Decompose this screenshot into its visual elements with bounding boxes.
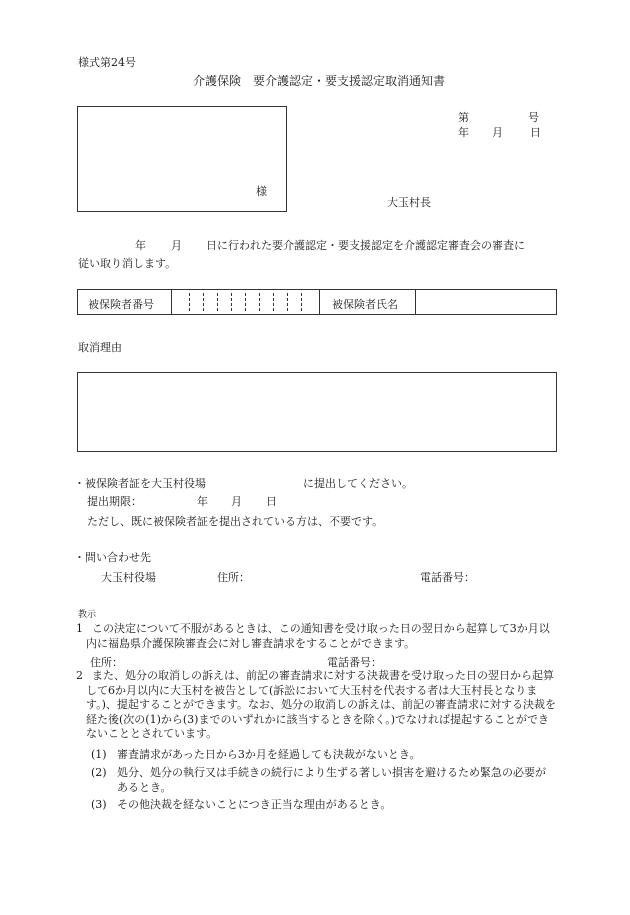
deadline-year-label: 年	[197, 495, 208, 508]
digit-divider	[203, 293, 204, 311]
contact-office: 大玉村役場	[101, 571, 156, 584]
submit-instruction-suffix: に提出してください。	[303, 477, 413, 490]
instruction-2-number: 2	[76, 669, 83, 682]
doc-number-suffix: 号	[528, 111, 539, 124]
table-divider	[415, 290, 416, 314]
sub-item-2-text: 処分、処分の執行又は手続きの続行により生ずる著しい損害を避けるため緊急の必要があるとき。	[117, 766, 546, 794]
digit-divider	[287, 293, 288, 311]
instruction-1-text: この決定について不服があるときは、この通知書を受け取った日の翌日から起算して3か月以内に福島県介護保険審査会に対し審査請求をすることができます。	[86, 622, 550, 650]
sub-item-2-number: (2)	[91, 766, 107, 779]
instruction-2-text: また、処分の取消しの訴えは、前記の審査請求に対する決裁書を受け取った日の翌日から起算して6か月以内に大玉村を被告として(訴訟において大玉村を代表する者は大玉村長となります。)、提起することができます。なお、処分の取消しの訴えは、前記の審査請求に対する決裁を経た後(次の(1)から(3)までのいずれかに該当するときを除く。)でなければ提起することができないこととされています。	[86, 669, 557, 740]
insured-number-label: 被保険者番号	[88, 298, 154, 311]
instructions-heading: 教示	[78, 610, 97, 620]
date-year-label: 年	[458, 126, 469, 139]
contact-phone-label: 電話番号：	[420, 571, 475, 584]
date-day-label: 日	[530, 126, 541, 139]
sub-item-3-text: その他決裁を経ないことにつき正当な理由があるとき。	[117, 798, 392, 811]
digit-divider	[301, 293, 302, 311]
instruction-1-phone-label: 電話番号：	[327, 656, 382, 669]
digit-divider	[245, 293, 246, 311]
instruction-1-number: 1	[76, 622, 83, 635]
contact-heading: ・問い合わせ先	[74, 551, 151, 564]
deadline-day-label: 日	[266, 495, 277, 508]
insured-name-label: 被保険者氏名	[332, 298, 398, 311]
insured-table	[77, 289, 557, 315]
form-number: 様式第24号	[78, 56, 136, 69]
sub-item-1-text: 審査請求があった日から3か月を経過しても決裁がないとき。	[117, 748, 421, 761]
digit-divider	[259, 293, 260, 311]
doc-number-label: 第	[458, 111, 469, 124]
intro-text-line2: 従い取り消します。	[78, 257, 177, 270]
issuer-name: 大玉村長	[387, 196, 431, 209]
digit-divider	[231, 293, 232, 311]
sub-item-1-number: (1)	[91, 748, 107, 761]
date-month-label: 月	[492, 126, 503, 139]
intro-text-line1: 日に行われた要介護認定・要支援認定を介護認定審査会の審査に	[206, 239, 525, 252]
digit-divider	[217, 293, 218, 311]
table-divider	[171, 290, 172, 314]
reason-label: 取消理由	[78, 341, 122, 354]
document-title: 介護保険 要介護認定・要支援認定取消通知書	[193, 74, 446, 88]
addressee-honorific: 様	[256, 185, 267, 198]
instruction-1-address-label: 住所：	[90, 656, 123, 669]
digit-divider	[273, 293, 274, 311]
table-divider	[319, 290, 320, 314]
submit-note: ただし、既に被保険者証を提出されている方は、不要です。	[87, 515, 384, 528]
submit-instruction-prefix: ・被保険者証を大玉村役場	[74, 477, 206, 490]
reason-box	[77, 372, 557, 452]
intro-month-label: 月	[171, 239, 182, 252]
contact-address-label: 住所：	[217, 571, 250, 584]
deadline-label: 提出期限：	[87, 495, 142, 508]
sub-item-3-number: (3)	[91, 798, 107, 811]
digit-divider	[189, 293, 190, 311]
deadline-month-label: 月	[231, 495, 242, 508]
intro-year-label: 年	[135, 239, 146, 252]
